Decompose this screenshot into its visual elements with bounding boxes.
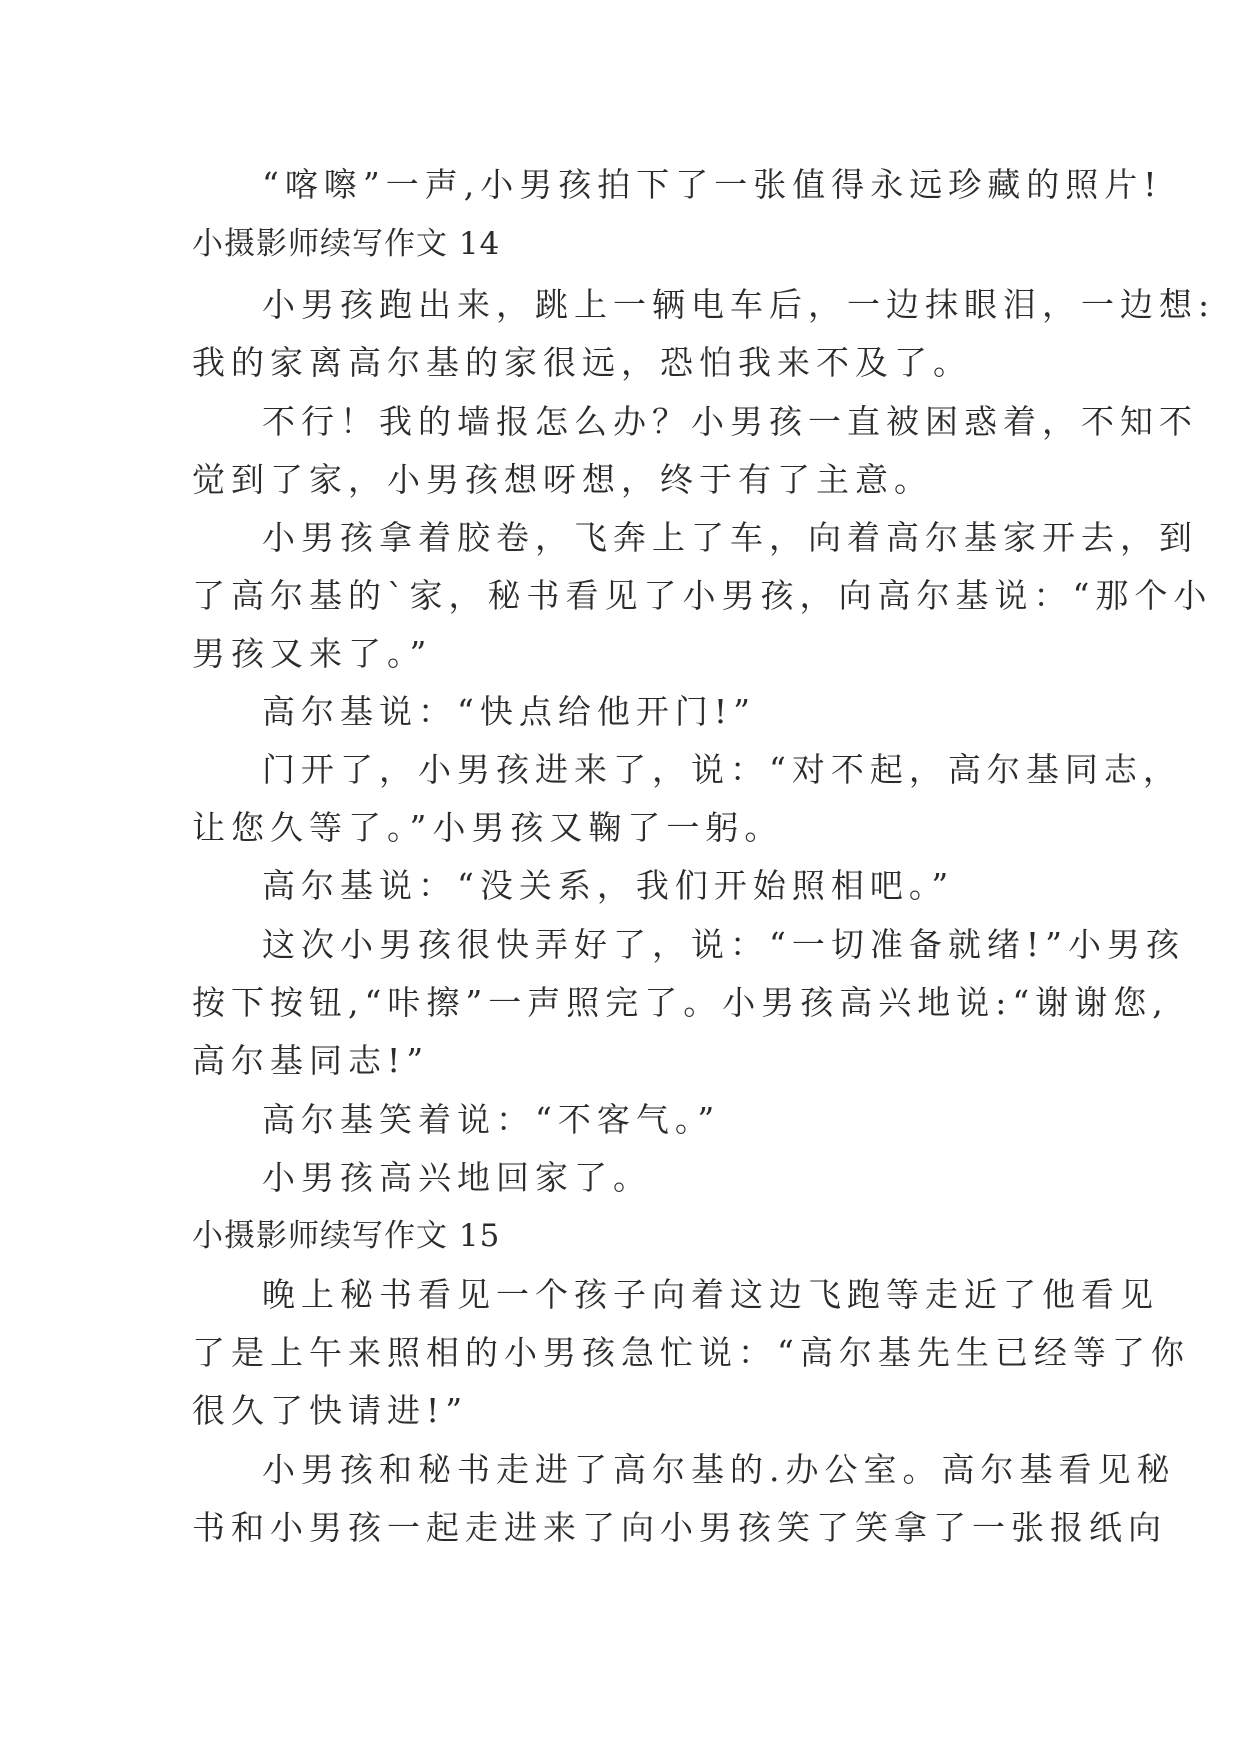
paragraph-line: 小男孩跑出来，跳上一辆电车后，一边抹眼泪，一边想: — [262, 285, 1216, 324]
paragraph-line: 不行！我的墙报怎么办？小男孩一直被困惑着，不知不 — [262, 402, 1198, 441]
paragraph-line: 小男孩高兴地回家了。 — [262, 1158, 652, 1197]
paragraph-line: 书和小男孩一起走进来了向小男孩笑了笑拿了一张报纸向 — [192, 1508, 1167, 1547]
paragraph-line: 高尔基笑着说：“不客气。” — [262, 1100, 721, 1139]
paragraph-line: 觉到了家，小男孩想呀想，终于有了主意。 — [192, 460, 933, 499]
paragraph-line: 我的家离高尔基的家很远，恐怕我来不及了。 — [192, 343, 972, 382]
paragraph-line: 高尔基同志!” — [192, 1041, 430, 1080]
section-heading: 小摄影师续写作文 14 — [192, 226, 501, 262]
paragraph-line: 这次小男孩很快弄好了，说：“一切准备就绪!”小男孩 — [262, 925, 1186, 964]
paragraph-line: 按下按钮,“咔擦”一声照完了。小男孩高兴地说:“谢谢您, — [192, 983, 1169, 1022]
paragraph-line: 小男孩拿着胶卷，飞奔上了车，向着高尔基家开去，到 — [262, 518, 1198, 557]
paragraph-line: 了高尔基的`家，秘书看见了小男孩，向高尔基说：“那个小 — [192, 576, 1213, 615]
paragraph-line: 小男孩和秘书走进了高尔基的.办公室。高尔基看见秘 — [262, 1450, 1176, 1489]
paragraph-line: 高尔基说：“没关系，我们开始照相吧。” — [262, 866, 955, 905]
paragraph-line: “喀嚓”一声,小男孩拍下了一张值得永远珍藏的照片! — [262, 165, 1163, 204]
paragraph-line: 很久了快请进!” — [192, 1391, 469, 1430]
paragraph-line: 男孩又来了。” — [192, 634, 433, 673]
paragraph-line: 了是上午来照相的小男孩急忙说：“高尔基先生已经等了你 — [192, 1333, 1190, 1372]
paragraph-line: 晚上秘书看见一个孩子向着这边飞跑等走近了他看见 — [262, 1275, 1159, 1314]
paragraph-line: 门开了，小男孩进来了，说：“对不起，高尔基同志， — [262, 750, 1182, 789]
section-heading: 小摄影师续写作文 15 — [192, 1218, 501, 1254]
paragraph-line: 高尔基说：“快点给他开门!” — [262, 692, 757, 731]
paragraph-line: 让您久等了。”小男孩又鞠了一躬。 — [192, 808, 784, 847]
